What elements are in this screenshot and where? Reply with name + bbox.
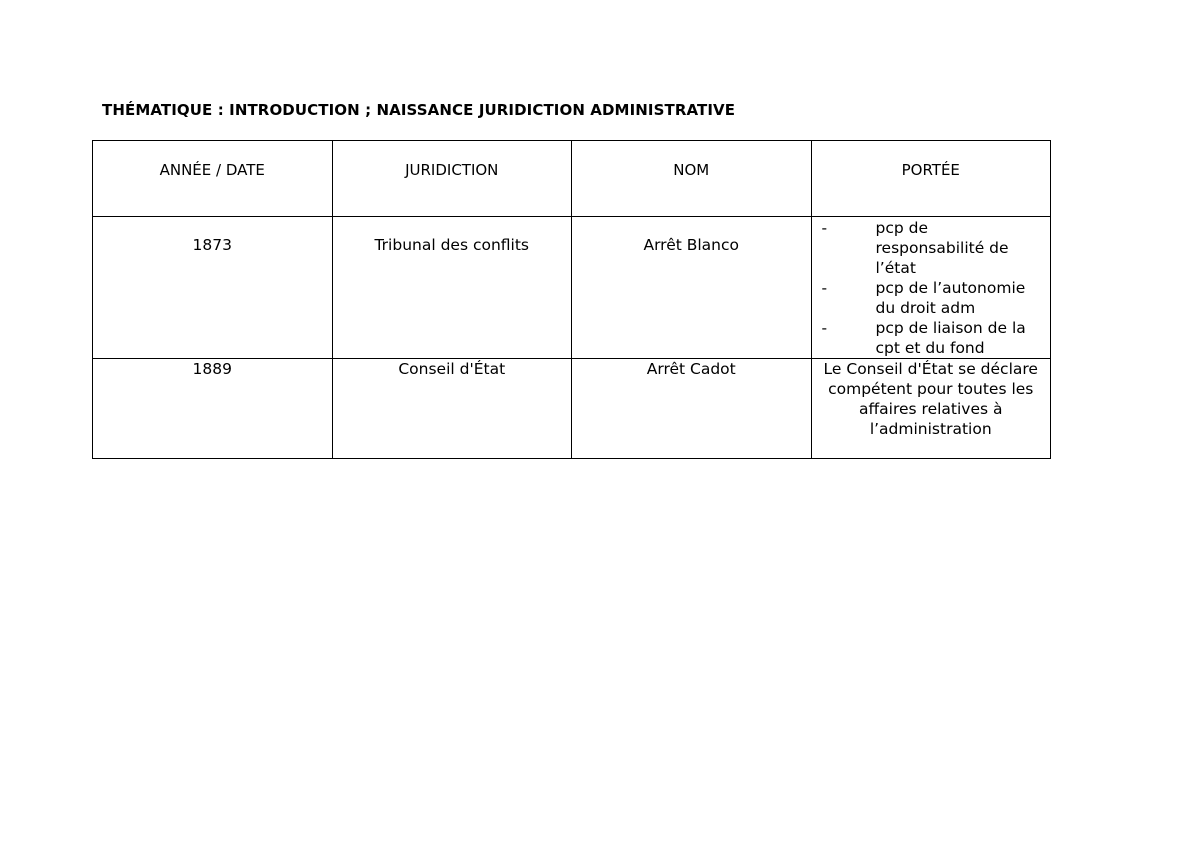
table-header-row <box>93 141 1051 217</box>
cell-nom: Arrêt Cadot <box>572 359 812 459</box>
portee-bullet-list <box>818 218 1045 358</box>
cell-annee: 1873 <box>93 217 333 359</box>
header-nom: NOM <box>572 141 812 217</box>
cell-juridiction: Tribunal des conflits <box>332 217 572 359</box>
dash-bullet-icon: - <box>821 219 828 237</box>
list-item-text: pcp de responsabilité de l’état <box>875 219 1009 277</box>
jurisprudence-table <box>92 140 1051 459</box>
table-row <box>93 217 1051 359</box>
table-row <box>93 359 1051 459</box>
list-item <box>818 278 1045 318</box>
cell-annee: 1889 <box>93 359 333 459</box>
list-item-text: pcp de liaison de la cpt et du fond <box>875 319 1026 357</box>
list-item <box>818 318 1045 358</box>
document-title: THÉMATIQUE : INTRODUCTION ; NAISSANCE JURIDICTION ADMINISTRATIVE <box>102 101 736 119</box>
list-item-text: pcp de l’autonomie du droit adm <box>875 279 1026 317</box>
dash-bullet-icon: - <box>821 319 828 337</box>
header-annee-date: ANNÉE / DATE <box>93 141 333 217</box>
list-item <box>818 218 1045 278</box>
cell-portee <box>811 217 1051 359</box>
cell-portee: Le Conseil d'État se déclare compétent pour toutes les affaires relatives à l’administration <box>811 359 1051 459</box>
cell-nom: Arrêt Blanco <box>572 217 812 359</box>
cell-juridiction: Conseil d'État <box>332 359 572 459</box>
header-portee: PORTÉE <box>811 141 1051 217</box>
dash-bullet-icon: - <box>821 279 828 297</box>
header-juridiction: JURIDICTION <box>332 141 572 217</box>
